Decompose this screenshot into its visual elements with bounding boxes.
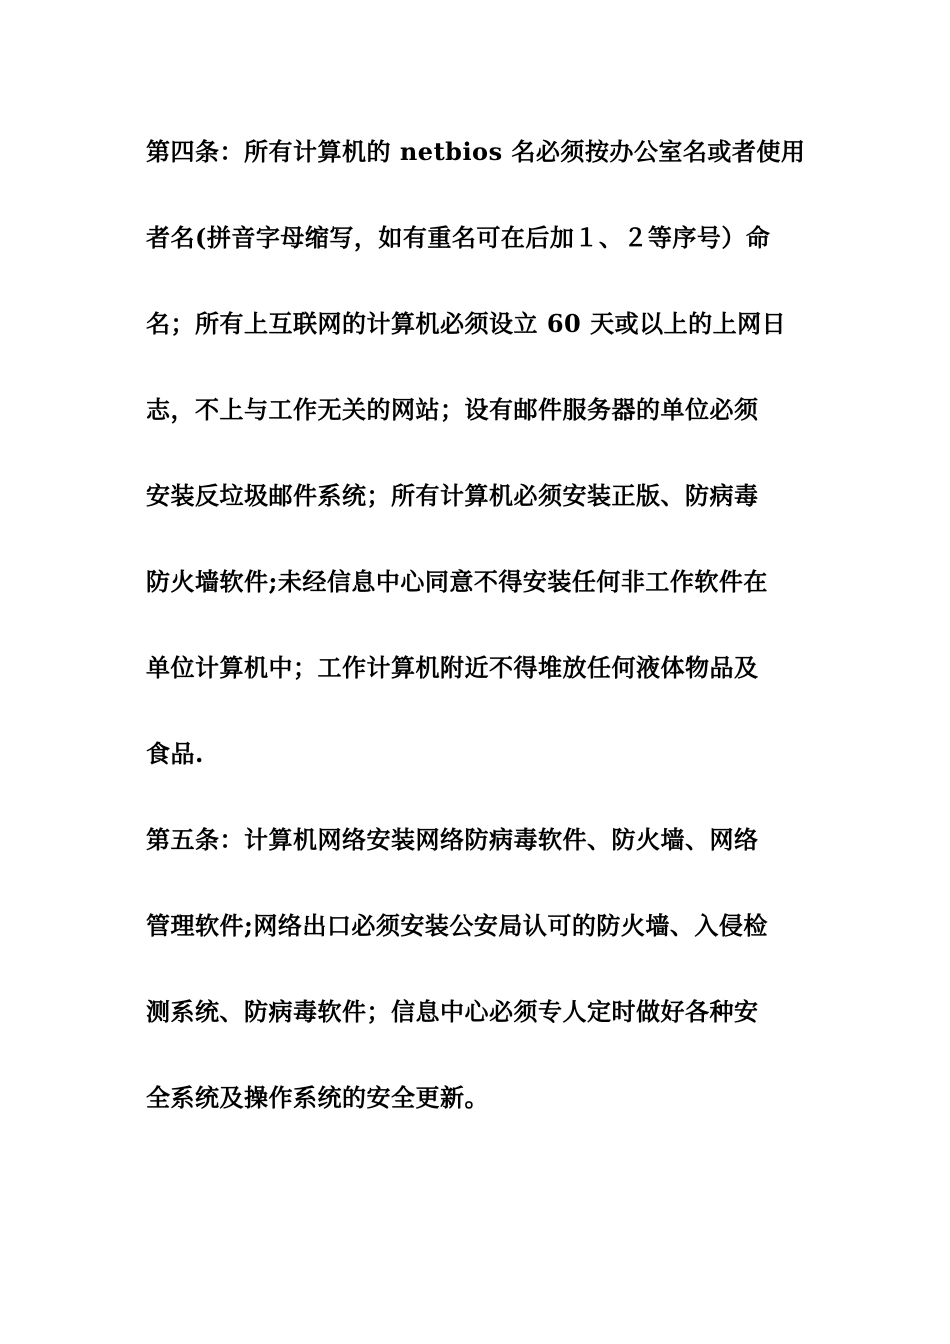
- text-line: 安装反垃圾邮件系统；所有计算机必须安装正版、防病毒: [146, 481, 759, 510]
- text-line: 防火墙软件;未经信息中心同意不得安装任何非工作软件在: [146, 567, 768, 596]
- text-line: 测系统、防病毒软件；信息中心必须专人定时做好各种安: [146, 997, 759, 1026]
- text-line: 志，不上与工作无关的网站；设有邮件服务器的单位必须: [146, 395, 759, 424]
- text-line: 者名(拼音字母缩写，如有重名可在后加１、２等序号）命: [146, 223, 771, 252]
- text-line: 食品.: [146, 739, 204, 768]
- text-line: 全系统及操作系统的安全更新。: [146, 1083, 489, 1112]
- document-body: [146, 130, 816, 1162]
- text-line: 名；所有上互联网的计算机必须设立 60 天或以上的上网日: [146, 309, 787, 338]
- text-line: 第五条：计算机网络安装网络防病毒软件、防火墙、网络: [146, 825, 759, 854]
- text-line: 管理软件;网络出口必须安装公安局认可的防火墙、入侵检: [146, 911, 768, 940]
- text-line: 第四条：所有计算机的 netbios 名必须按办公室名或者使用: [146, 137, 806, 166]
- text-line: 单位计算机中；工作计算机附近不得堆放任何液体物品及: [146, 653, 759, 682]
